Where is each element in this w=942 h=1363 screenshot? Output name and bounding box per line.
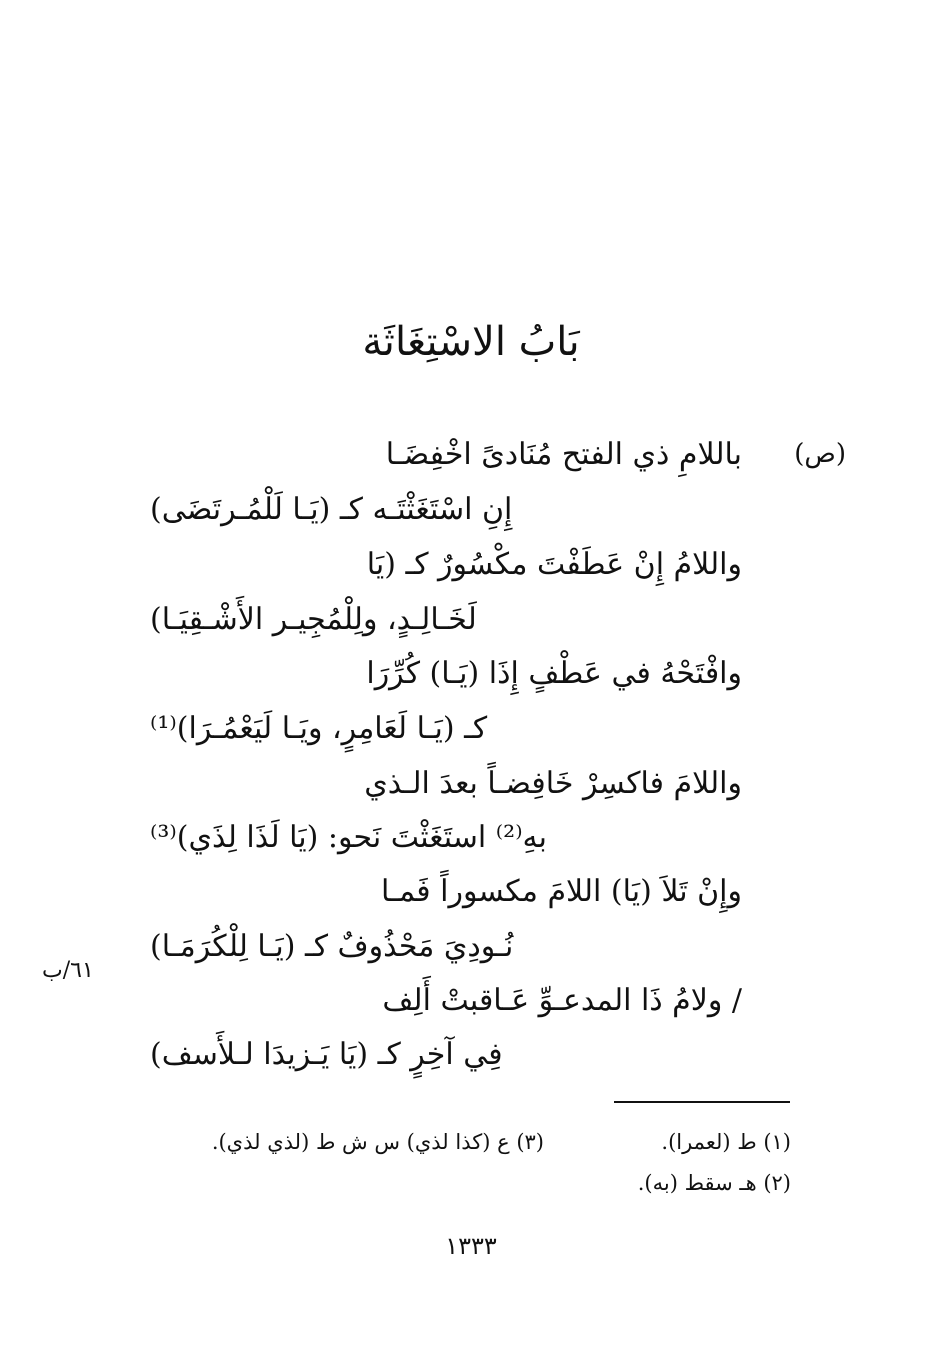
verse-1-first: باللامِ ذي الفتح مُنَادىً اخْفِضَـا — [385, 437, 742, 472]
footnote-1: (١) ط (لعمرا). — [661, 1130, 791, 1154]
verse-3-second: كـ (يَـا لَعَامِرٍ، ويَـا لَيَعْمُـرَا)⁽¹⁾ — [150, 711, 488, 746]
verse-5-first: وإِنْ تَلاَ (يَا) اللامَ مكسوراً فَمـا — [381, 874, 742, 909]
section-marker: (ص) — [794, 439, 846, 469]
verse-6-second: فِي آخِرٍ كـ (يَا يَـزيدَا لـلأَسف) — [150, 1037, 503, 1072]
verse-4-second: بهِ⁽²⁾ استَغَثْتَ نَحو: (يَا لَذَا لِذَي)⁽³⁾ — [150, 820, 547, 855]
verse-2-second: لَخَـالِـدٍ، ولِلْمُجِيـر الأَشْـقِيَـا) — [150, 602, 477, 637]
verse-3-first: وافْتَحْهُ في عَطْفٍ إِذَا (يَـا) كُرِّرَا — [366, 656, 742, 691]
verse-2-first: واللامُ إِنْ عَطَفْتَ مكْسُورٌ كـ (يَا — [366, 547, 742, 582]
verse-4-first: واللامَ فاكسِرْ خَافِضـاً بعدَ الـذي — [364, 766, 742, 801]
page-number: ١٣٣٣ — [445, 1232, 497, 1260]
chapter-title: بَابُ الاسْتِغَاثَة — [362, 319, 580, 365]
verse-5-second: نُـودِيَ مَحْذُوفٌ كـ (يَـا لِلْكُرَمَـا) — [150, 929, 514, 964]
footnote-separator — [614, 1101, 790, 1103]
manuscript-folio-note: ٦١/ب — [42, 958, 94, 983]
footnote-2: (٢) هـ سقط (به). — [637, 1171, 791, 1195]
verse-1-second: إِنِ اسْتَغَثْتَـه كـ (يَـا لَلْمُـرتَضَى) — [150, 492, 513, 527]
footnote-3: (٣) ع (كذا لذي) س ش ط (لذي لذي). — [211, 1130, 544, 1154]
verse-6-first: / ولامُ ذَا المدعـوِّ عَـاقبتْ أَلِف — [382, 983, 742, 1018]
